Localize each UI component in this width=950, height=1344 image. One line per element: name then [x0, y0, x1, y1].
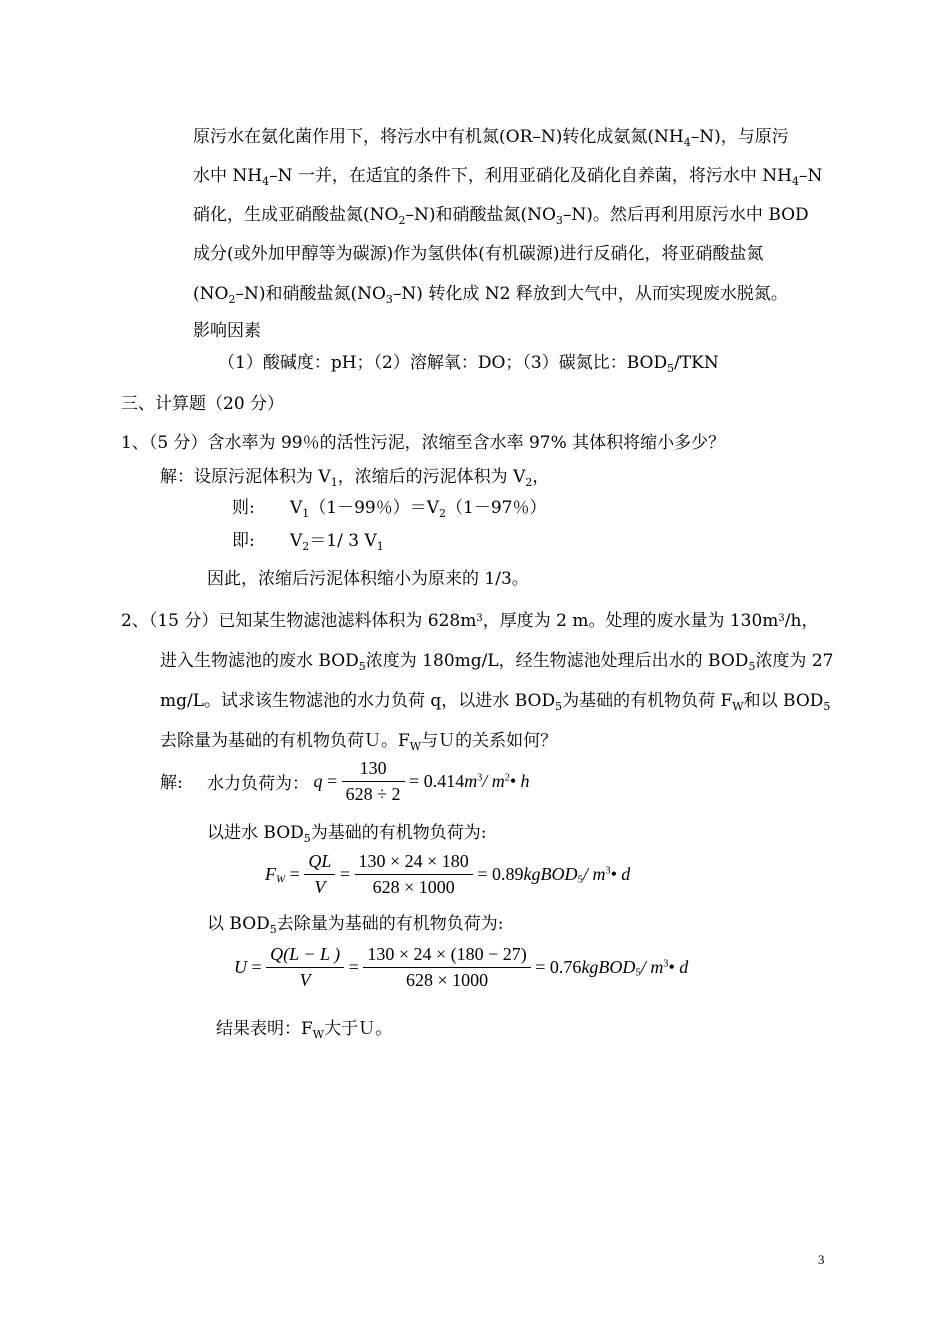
q1-then-equation: $V_1(1-99$％）$=V_2(1-97$％） — [290, 498, 547, 520]
para-line-2: 水中 $NH_4-N$ 一并，在适宜的条件下，利用亚硝化及硝化自养菌，将污水中 $NH_4-N$ — [193, 166, 823, 188]
u-text: 以 $BOD_5$去除量为基础的有机物负荷为: — [207, 914, 504, 936]
fw-equation: $F_W$ = $\frac{QL}{V}$ = $\frac{130 \times 24 \times 180}{628 \times 1000}$ = 0.89kgBOD$_5$/ $m^3•$ d — [265, 851, 631, 897]
q1-conclusion: 因此，浓缩后污泥体积缩小为原来的 1/3。 — [207, 569, 529, 589]
q1-then-label: 则: — [232, 498, 255, 518]
page-number: 3 — [818, 1252, 825, 1267]
q2-line-1: 2、（15 分）已知某生物滤池滤料体积为 $628m^3$，厚度为 2 m。处理的废水量为 $130m^3/h$， — [121, 611, 819, 631]
para-line-3: 硝化，生成亚硝酸盐氮$(NO_2-N)$和硝酸盐氮$(NO_3-N)$。然后再利用原污水中 BOD — [193, 205, 809, 227]
sol-label: 解: — [160, 773, 183, 793]
q1-ie-label: 即: — [232, 531, 255, 551]
result-statement: 结果表明：$F_W$大于Ｕ。 — [216, 1019, 393, 1041]
para-line-4: 成分(或外加甲醇等为碳源)作为氢供体(有机碳源)进行反硝化，将亚硝酸盐氮 — [193, 244, 764, 264]
factors-title: 影响因素 — [193, 321, 261, 341]
section-title: 三、计算题（20 分） — [121, 394, 285, 414]
q1-question: 1、（5 分）含水率为 99％的活性污泥，浓缩至含水率 97% 其体积将缩小多少？ — [121, 433, 726, 453]
factors-line: （1）酸碱度：pH；（2）溶解氧：DO；（3）碳氮比：$BOD_5$/TKN — [218, 353, 719, 375]
hydraulic-load-equation: 水力负荷为： q = $\frac{130}{628 \div 2}$ = $0.414m^3/$ $m^2•$ h — [207, 758, 530, 804]
q2-line-3: mg/L。试求该生物滤池的水力负荷 q，以进水 $BOD_5$为基础的有机物负荷 $F_W$和以 $BOD_5$ — [160, 691, 831, 713]
q1-ie-equation: $V_2=1/$ 3 $V_1$ — [290, 531, 384, 553]
para-line-1: 原污水在氨化菌作用下，将污水中有机氮(OR–N)转化成氨氮$(NH_4-N)$，与原污 — [193, 127, 789, 149]
q1-solution: 解：设原污泥体积为 $V_1$，浓缩后的污泥体积为 $V_2$， — [160, 467, 550, 489]
para-line-5: $(NO_2-N)$和硝酸盐氮$(NO_3-N)$ 转化成 N2 释放到大气中，从而实现废水脱氮。 — [193, 284, 788, 306]
q2-line-4: 去除量为基础的有机物负荷Ｕ。$F_W$与Ｕ的关系如何？ — [160, 731, 558, 753]
q2-line-2: 进入生物滤池的废水 $BOD_5$浓度为 180mg/L，经生物滤池处理后出水的 $BOD_5$浓度为 27 — [160, 651, 834, 673]
u-equation: U = $\frac{Q(L - L )}{V}$ = $\frac{130 \times 24 \times (180 - 27)}{628 \times 1000}$ = 0.76kgBOD$_5$/ $m^3•$ d — [234, 944, 689, 990]
fw-text: 以进水 $BOD_5$为基础的有机物负荷为: — [207, 823, 487, 845]
